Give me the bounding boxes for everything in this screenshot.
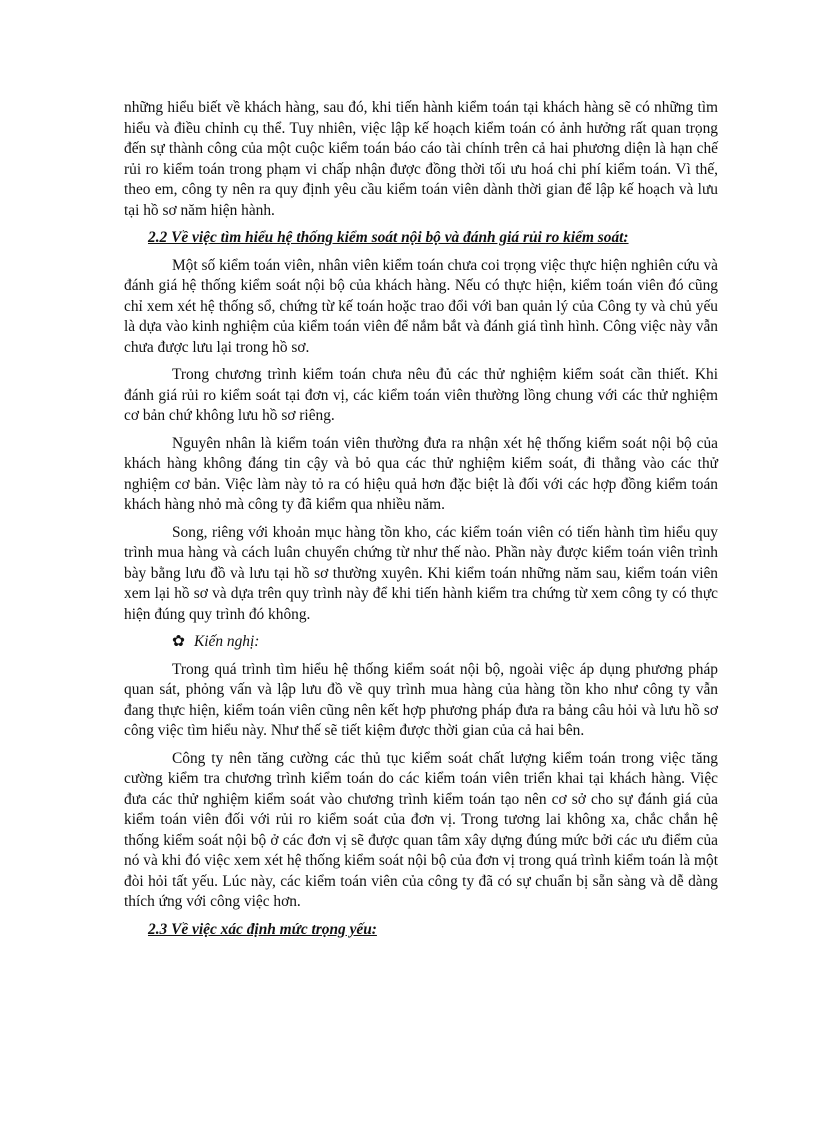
- paragraph-ksnb-4: Song, riêng với khoản mục hàng tồn kho, các kiểm toán viên có tiến hành tìm hiểu quy trình mua hàng và cách luân chuyển chứng từ như thế nào. Phần này được kiểm toán viên trình bày bằng lưu đồ và lưu tại hồ sơ thường xuyên. Khi kiểm toán những năm sau, kiểm toán viên xem lại hồ sơ và dựa trên quy trình này để khi tiến hành kiểm tra chứng từ xem công ty có thực hiện đúng quy trình đó không.: [124, 523, 718, 623]
- heading-2-3: 2.3 Về việc xác định mức trọng yếu:: [148, 920, 377, 938]
- heading-2-2: 2.2 Về việc tìm hiểu hệ thống kiểm soát nội bộ và đánh giá rủi ro kiểm soát:: [148, 229, 629, 246]
- document-page: [124, 98, 718, 940]
- paragraph-ksnb-1: Một số kiểm toán viên, nhân viên kiểm toán chưa coi trọng việc thực hiện nghiên cứu và đánh giá hệ thống kiểm soát nội bộ của khách hàng. Nếu có thực hiện, kiểm toán viên đó cũng chỉ xem xét hệ thống sổ, chứng từ kế toán hoặc trao đổi với ban quản lý của Công ty và chủ yếu là dựa vào kinh nghiệm của kiểm toán viên để nắm bắt và đánh giá tình hình. Công việc này vẫn chưa được lưu lại trong hồ sơ.: [124, 256, 718, 356]
- paragraph-ksnb-2: Trong chương trình kiểm toán chưa nêu đủ các thử nghiệm kiểm soát cần thiết. Khi đánh giá rủi ro kiểm soát tại đơn vị, các kiểm toán viên thường lồng chung với các thử nghiệm cơ bản chứ không lưu hồ sơ riêng.: [124, 366, 718, 424]
- paragraph-recommend-2: Công ty nên tăng cường các thủ tục kiểm soát chất lượng kiểm toán trong việc tăng cường kiểm tra chương trình kiểm toán do các kiểm toán viên triển khai tại khách hàng. Việc đưa các thử nghiệm kiểm soát vào chương trình kiểm toán tạo nên cơ sở cho sự đánh giá của kiểm toán viên đối với rủi ro kiểm soát của đơn vị. Trong tương lai không xa, chắc chắn hệ thống kiểm soát nội bộ ở các đơn vị sẽ được quan tâm xây dựng đúng mức bởi các ưu điểm của nó và khi đó việc xem xét hệ thống kiểm soát nội bộ của đơn vị trong quá trình kiểm toán là một đòi hỏi tất yếu. Lúc này, các kiểm toán viên của công ty đã có sự chuẩn bị sẵn sàng và dễ dàng thích ứng với công việc hơn.: [124, 749, 718, 910]
- kien-nghi-line: [124, 632, 718, 653]
- paragraph-intro: những hiểu biết về khách hàng, sau đó, khi tiến hành kiểm toán tại khách hàng sẽ có những tìm hiểu và điều chỉnh cụ thể. Tuy nhiên, việc lập kế hoạch kiểm toán có ảnh hưởng rất quan trọng đến sự thành công của một cuộc kiểm toán báo cáo tài chính trên cả hai phương diện là hạn chế rủi ro kiểm toán trong phạm vi chấp nhận được đồng thời tối ưu hoá chi phí kiểm toán. Vì thế, theo em, công ty nên ra quy định yêu cầu kiểm toán viên dành thời gian để lập kế hoạch và lưu tại hồ sơ năm hiện hành.: [124, 99, 718, 219]
- flower-bullet-icon: ✿: [172, 633, 185, 650]
- kien-nghi-label: Kiến nghị:: [194, 633, 260, 650]
- paragraph-ksnb-3: Nguyên nhân là kiểm toán viên thường đưa ra nhận xét hệ thống kiểm soát nội bộ của khách hàng không đáng tin cậy và bỏ qua các thử nghiệm kiểm soát, đi thẳng vào các thử nghiệm cơ bản. Việc làm này tỏ ra có hiệu quả hơn đặc biệt là đối với các hợp đồng kiểm toán khách hàng nhỏ mà công ty đã kiểm qua nhiều năm.: [124, 434, 718, 513]
- paragraph-recommend-1: Trong quá trình tìm hiểu hệ thống kiểm soát nội bộ, ngoài việc áp dụng phương pháp quan sát, phỏng vấn và lập lưu đồ về quy trình mua hàng của hàng tồn kho như công ty vẫn đang thực hiện, kiểm toán viên cũng nên kết hợp phương pháp đưa ra bảng câu hỏi và lưu hồ sơ công việc tìm hiểu này. Như thế sẽ tiết kiệm được thời gian của cả hai bên.: [124, 660, 718, 739]
